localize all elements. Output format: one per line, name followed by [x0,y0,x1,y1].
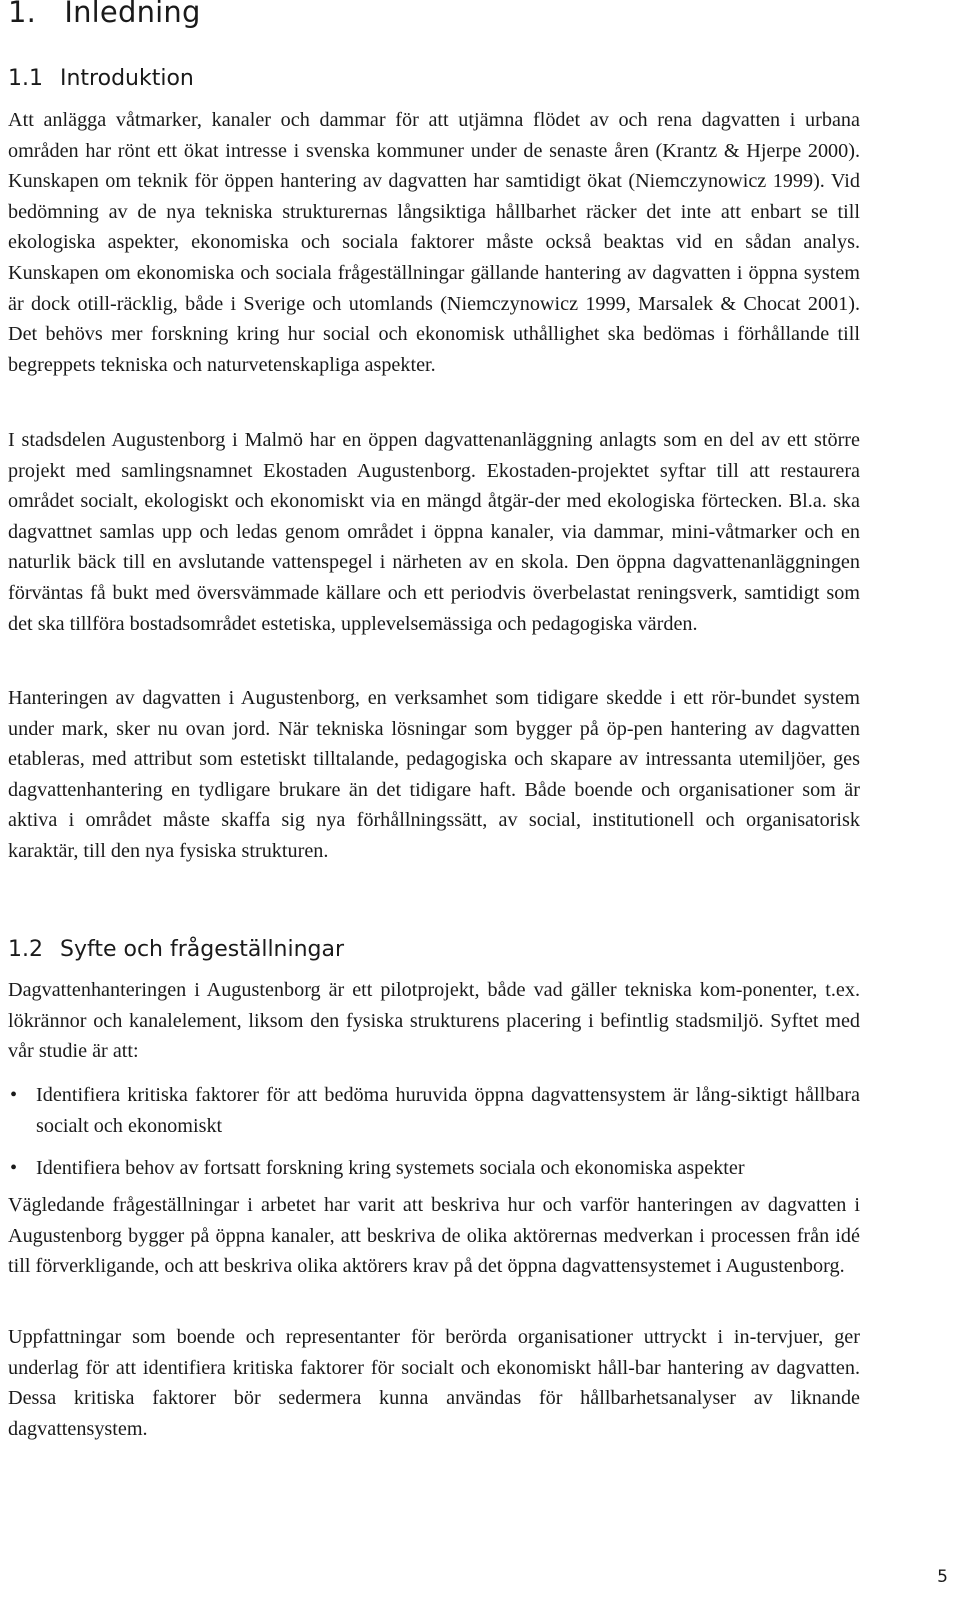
list-item [8,1080,860,1141]
section-title: Syfte och frågeställningar [60,937,345,962]
bullet-icon: • [10,1084,18,1106]
page-number: 5 [937,1567,948,1587]
section-heading-introduktion [8,64,194,94]
paragraph: Vägledande frågeställningar i arbetet har varit att beskriva hur och varför hanteringen av dagvatten i Augustenborg bygger på öppna kanaler, att beskriva de olika aktörernas medverkan i processen från idé till förverkligande, och att beskriva olika aktörers krav på det öppna dagvattensystemet i Augustenborg. [8,1194,860,1278]
chapter-number: 1. [8,0,37,29]
chapter-heading [8,0,201,32]
section-heading-syfte [8,935,344,965]
list-item [8,1153,860,1184]
paragraph: Att anlägga våtmarker, kanaler och dammar för att utjämna flödet av och rena dagvatten i urbana områden har rönt ett ökat intresse i svenska kommuner under de senaste åren (Krantz & Hjerpe 2000). Kunskapen om teknik för öppen hantering av dagvatten har samtidigt ökat (Niemczynowicz 1999). Vid bedömning av de nya tekniska strukturernas långsiktiga hållbarhet räcker det inte att enbart se till ekologiska aspekter, ekonomiska och sociala faktorer måste också beaktas vid en sådan analys. Kunskapen om ekonomiska och sociala frågeställningar gällande hantering av dagvatten i öppna system är dock otill-räcklig, både i Sverige och utomlands (Niemczynowicz 1999, Marsalek & Chocat 2001). Det behövs mer forskning kring hur social och ekonomisk uthållighet ska bedömas i förhållande till begreppets tekniska och naturvetenskapliga aspekter. [8,109,860,376]
bullet-icon: • [10,1157,18,1180]
paragraph: Dagvattenhanteringen i Augustenborg är ett pilotprojekt, både vad gäller tekniska kom-ponenter, t.ex. lökrännor och kanalelement, liksom den fysiska strukturens placering i befintlig stadsmiljö. Syftet med vår studie är att: [8,979,860,1063]
section-number: 1.1 [8,66,43,91]
chapter-title: Inledning [64,0,201,29]
paragraph: Uppfattningar som boende och representanter för berörda organisationer uttryckt i in-tervjuer, ger underlag för att identifiera kritiska faktorer för socialt och ekonomiskt håll-bar hantering av dagvatten. Dessa kritiska faktorer bör sedermera kunna användas för hållbarhetsanalyser av liknande dagvattensystem. [8,1326,860,1440]
section-number: 1.2 [8,937,43,962]
list-item-text: Identifiera behov av fortsatt forskning kring systemets sociala och ekonomiska aspekter [36,1157,745,1180]
paragraph: Hanteringen av dagvatten i Augustenborg, en verksamhet som tidigare skedde i ett rör-bundet system under mark, sker nu ovan jord. När tekniska lösningar som bygger på öp-pen hantering av dagvatten etableras, med attribut som estetiskt tilltalande, pedagogiska och skapare av intressanta utemiljöer, ges dagvattenhantering en tydligare brukare än det tidigare haft. Både boende och organisationer som är aktiva i området måste skaffa sig nya förhållningssätt, av social, institutionell och organisatorisk karaktär, till den nya fysiska strukturen. [8,687,860,862]
bullet-list [8,1080,860,1196]
list-item-text: Identifiera kritiska faktorer för att bedöma huruvida öppna dagvattensystem är lång-siktigt hållbara socialt och ekonomiskt [36,1084,860,1137]
section-title: Introduktion [60,66,194,91]
paragraph: I stadsdelen Augustenborg i Malmö har en öppen dagvattenanläggning anlagts som en del av ett större projekt med samlingsnamnet Ekostaden Augustenborg. Ekostaden-projektet syftar till att restaurera området socialt, ekologiskt och ekonomiskt via en mängd åtgär-der med ekologiska förtecken. Bl.a. ska dagvattnet samlas upp och ledas genom området i öppna kanaler, via dammar, mini-våtmarker och en naturlik bäck till en avslutande vattenspegel i närheten av en skola. Den öppna dagvattenanläggningen förväntas få bukt med översvämmade källare och ett periodvis överbelastat reningsverk, samtidigt som det ska tillföra bostadsområdet estetiska, upplevelsemässiga och pedagogiska värden. [8,429,860,635]
